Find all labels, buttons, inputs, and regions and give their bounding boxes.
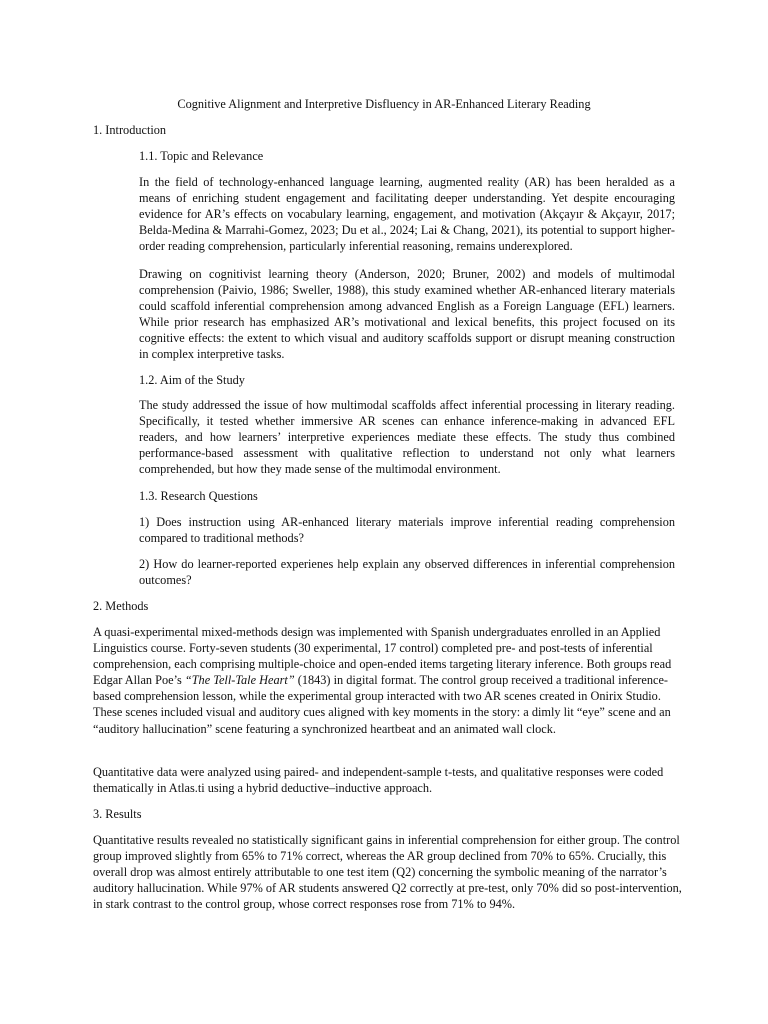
paragraph-results-1: Quantitative results revealed no statistically significant gains in inferential comprehension for either group. The control group improved slightly from 65% to 71% correct, whereas the AR group declined from 70% to 65%. Crucially, this overall drop was almost entirely attributable to one test item (Q2) concerning the symbolic meaning of the narrator’s auditory hallucination. While 97% of AR students answered Q2 correctly at pre-test, only 70% did so post-intervention, in stark contrast to the control group, whose correct responses rose from 71% to 94%. (93, 833, 682, 912)
research-question-1: 1) Does instruction using AR-enhanced literary materials improve inferential reading comprehension compared to traditional methods? (139, 515, 675, 546)
paragraph-topic-1: In the field of technology-enhanced language learning, augmented reality (AR) has been heralded as a means of enriching student engagement and facilitating deeper understanding. Yet despite encouraging evidence for AR’s effects on vocabulary learning, engagement, and motivation (Akçayır & Akçayır, 2017; Belda-Medina & Marrahi-Gomez, 2023; Du et al., 2024; Lai & Chang, 2021), its potential to support higher-order reading comprehension, particularly inferential reasoning, remains underexplored. (139, 175, 675, 254)
subsection-heading-topic: 1.1. Topic and Relevance (139, 149, 264, 163)
methods-text-part-2: (1843) in digital format. The control group received a traditional inference-based comprehension lesson, while the experimental group interacted with two AR scenes created in Onirix Studio. These scenes included visual and auditory cues aligned with key moments in the story: a dimly lit “eye” scene and an “auditory hallucination” scene featuring a synchronized heartbeat and an animated wall clock. (93, 673, 671, 736)
subsection-heading-aim: 1.2. Aim of the Study (139, 373, 245, 387)
section-heading-introduction: 1. Introduction (93, 123, 167, 137)
paragraph-methods-1 (93, 624, 683, 737)
paragraph-methods-2: Quantitative data were analyzed using paired- and independent-sample t-tests, and qualitative responses were coded thematically in Atlas.ti using a hybrid deductive–inductive approach. (93, 765, 664, 796)
paragraph-aim-1: The study addressed the issue of how multimodal scaffolds affect inferential processing in literary reading. Specifically, it tested whether immersive AR scenes can enhance inference-making in advanced EFL readers, and how learners’ interpretive experiences mediate these effects. The study thus combined performance-based assessment with qualitative reflection to understand not only what learners comprehended, but how they made sense of the multimodal environment. (139, 398, 675, 477)
section-heading-results: 3. Results (93, 807, 142, 821)
section-heading-methods: 2. Methods (93, 599, 149, 613)
paper-title: Cognitive Alignment and Interpretive Disfluency in AR-Enhanced Literary Reading (177, 97, 591, 111)
work-title: “The Tell-Tale Heart” (184, 673, 295, 688)
subsection-heading-research-questions: 1.3. Research Questions (139, 489, 258, 503)
research-question-2: 2) How do learner-reported experienes help explain any observed differences in inferential comprehension outcomes? (139, 557, 675, 588)
methods-text-part-1: A quasi-experimental mixed-methods design was implemented with Spanish undergraduates enrolled in an Applied Linguistics course. Forty-seven students (30 experimental, 17 control) completed pre- and post-tests of inferential comprehension, each comprising multiple-choice and open-ended items targeting literary inference. Both groups read Edgar Allan Poe’s (93, 625, 672, 688)
paragraph-topic-2: Drawing on cognitivist learning theory (Anderson, 2020; Bruner, 2002) and models of multimodal comprehension (Paivio, 1986; Sweller, 1988), this study examined whether AR-enhanced literary materials could scaffold inferential comprehension among advanced English as a Foreign Language (EFL) learners. While prior research has emphasized AR’s motivational and lexical benefits, this project focused on its cognitive effects: the extent to which visual and auditory scaffolds support or disrupt meaning construction in complex interpretive tasks. (139, 267, 675, 362)
